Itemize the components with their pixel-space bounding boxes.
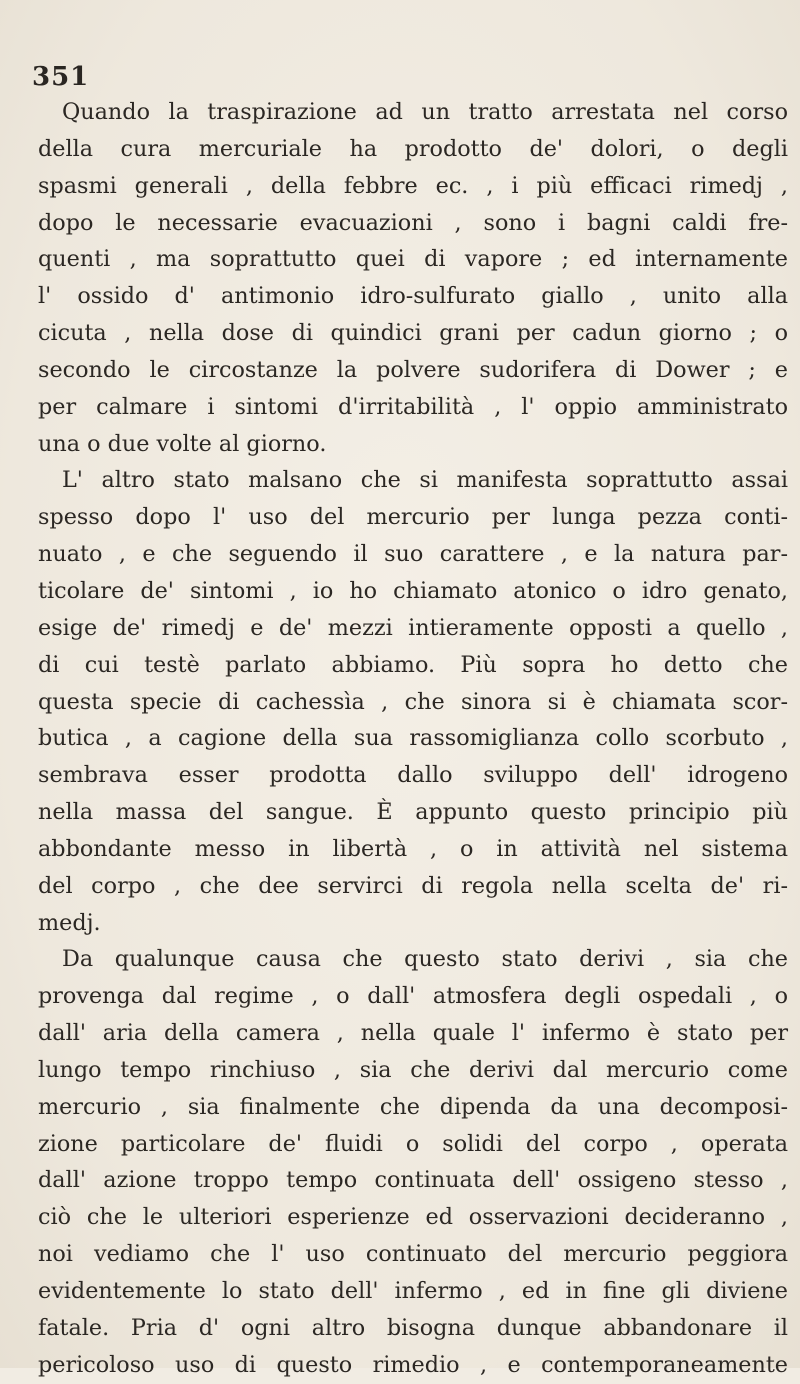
text-line: esige de' rimedj e de' mezzi intieramente opposti a quello , (38, 614, 788, 641)
text-line: noi vediamo che l' uso continuato del mercurio peggiora (38, 1241, 788, 1268)
text-line: abbondante messo in libertà , o in attività nel sistema (38, 835, 788, 862)
text-line: ticolare de' sintomi , io ho chiamato atonico o idro genato, (38, 577, 788, 604)
text-line: secondo le circostanze la polvere sudorifera di Dower ; e (38, 356, 788, 383)
text-line: nuato , e che seguendo il suo carattere , e la natura par- (38, 541, 788, 568)
text-line: una o due volte al giorno. (38, 430, 327, 457)
text-line: l' ossido d' antimonio idro-sulfurato giallo , unito alla (38, 283, 788, 310)
text-line: dall' aria della camera , nella quale l' infermo è stato per (38, 1020, 788, 1047)
text-line: sembrava esser prodotta dallo sviluppo dell' idrogeno (38, 762, 788, 789)
text-line: spesso dopo l' uso del mercurio per lunga pezza conti- (38, 504, 788, 531)
text-line: butica , a cagione della sua rassomiglianza collo scorbuto , (38, 725, 788, 752)
text-line: quenti , ma soprattutto quei di vapore ; ed internamente (38, 246, 788, 273)
text-line: per calmare i sintomi d'irritabilità , l' oppio amministrato (38, 393, 788, 420)
text-line: Da qualunque causa che questo stato derivi , sia che (62, 946, 788, 973)
body-text (38, 94, 788, 1384)
text-line: nella massa del sangue. È appunto questo principio più (38, 799, 788, 826)
text-line: lungo tempo rinchiuso , sia che derivi dal mercurio come (38, 1056, 788, 1083)
text-line: spasmi generali , della febbre ec. , i più efficaci rimedj , (38, 172, 788, 199)
page-number: 351 (32, 62, 90, 92)
text-line: pericoloso uso di questo rimedio , e contemporaneamente (38, 1351, 788, 1378)
text-line: evidentemente lo stato dell' infermo , ed in fine gli diviene (38, 1278, 788, 1304)
text-line: del corpo , che dee servirci di regola nella scelta de' ri- (38, 872, 788, 899)
text-line: dall' azione troppo tempo continuata dell' ossigeno stesso , (38, 1167, 788, 1194)
text-line: mercurio , sia finalmente che dipenda da una decomposi- (38, 1093, 788, 1120)
text-line: di cui testè parlato abbiamo. Più sopra ho detto che (38, 651, 788, 678)
text-line: provenga dal regime , o dall' atmosfera degli ospedali , o (38, 983, 788, 1010)
text-line: Quando la traspirazione ad un tratto arrestata nel corso (62, 99, 788, 125)
text-line: fatale. Pria d' ogni altro bisogna dunque abbandonare il (38, 1314, 788, 1341)
text-line: ciò che le ulteriori esperienze ed osservazioni decideranno , (38, 1204, 788, 1231)
text-line: medj. (38, 909, 101, 936)
text-line: dopo le necessarie evacuazioni , sono i bagni caldi fre- (38, 209, 788, 236)
text-line: zione particolare de' fluidi o solidi del corpo , operata (38, 1130, 788, 1157)
text-line: questa specie di cachessìa , che sinora si è chiamata scor- (38, 688, 788, 715)
text-line: della cura mercuriale ha prodotto de' dolori, o degli (38, 135, 788, 162)
text-line: L' altro stato malsano che si manifesta soprattutto assai (62, 467, 788, 494)
text-line: cicuta , nella dose di quindici grani per cadun giorno ; o (38, 320, 788, 347)
